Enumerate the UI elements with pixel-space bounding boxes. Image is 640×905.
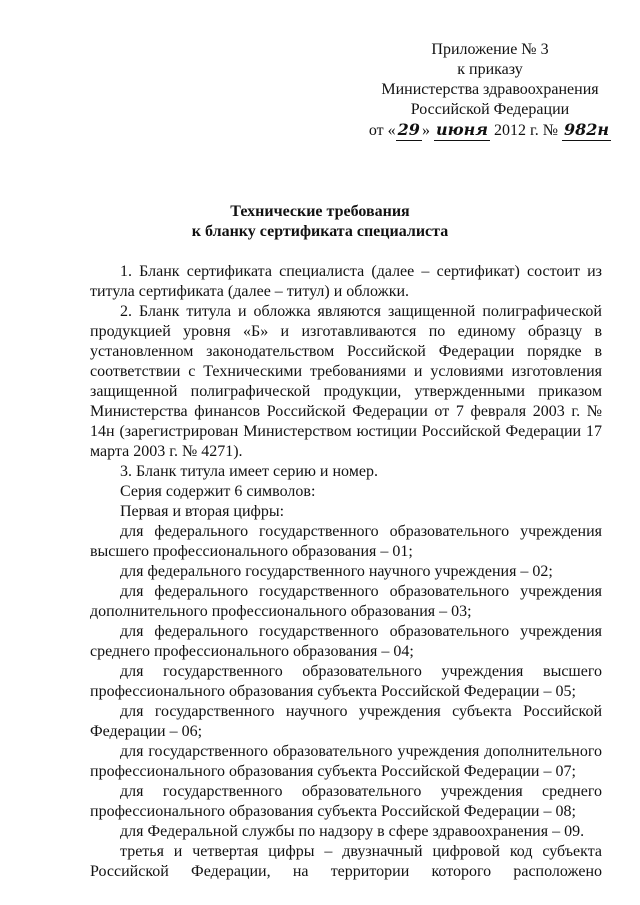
digits-1-2-heading: Первая и вторая цифры: (120, 503, 285, 520)
code-02: для федерального государственного научного учреждения – 02; (120, 563, 553, 580)
code-08: для государственного образовательного учреждения среднего профессионального образования субъекта Российской Федерации – 08; (90, 783, 602, 820)
order-reference: к приказу (457, 61, 523, 78)
code-06: для государственного научного учреждения субъекта Российской Федерации – 06; (90, 703, 602, 740)
appendix-number: Приложение № 3 (431, 41, 549, 58)
document-body (90, 262, 602, 882)
code-09: для Федеральной службы по надзору в сфере здравоохранения – 09. (120, 823, 585, 840)
paragraph-3: 3. Бланк титула имеет серию и номер. (120, 463, 378, 480)
code-03: для федерального государственного образовательного учреждения дополнительного профессионального образования – 03; (90, 583, 602, 620)
document-title (0, 202, 640, 242)
country-name: Российской Федерации (410, 101, 570, 118)
digits-3-4-description: третья и четвертая цифры – двузначный цифровой код субъекта Российской Федерации, на территории которого расположено (90, 843, 602, 880)
title-line-1: Технические требования (230, 203, 410, 220)
title-line-2: к бланку сертификата специалиста (191, 223, 449, 240)
order-date-line (360, 120, 620, 141)
date-mid: » (421, 122, 430, 139)
order-number-handwritten: 982н (564, 120, 610, 139)
series-description: Серия содержит 6 символов: (120, 483, 316, 500)
paragraph-2: 2. Бланк титула и обложка являются защищенной полиграфической продукцией уровня «Б» и изготавливаются по единому образцу в установленном законодательством Российской Федерации порядке в соответствии с Техническими требованиями и условиями изготовления защищенной полиграфической продукции, утвержденными приказом Министерства финансов Российской Федерации от 7 февраля 2003 г. № 14н (зарегистрирован Министерством юстиции Российской Федерации 17 марта 2003 г. № 4271). (90, 303, 602, 460)
date-month-handwritten: июня (435, 120, 488, 139)
appendix-header (360, 40, 620, 141)
code-04: для федерального государственного образовательного учреждения среднего профессионального образования – 04; (90, 623, 602, 660)
ministry-name: Министерства здравоохранения (381, 81, 599, 98)
date-prefix: от « (368, 122, 396, 139)
code-07: для государственного образовательного учреждения дополнительного профессионального образования субъекта Российской Федерации – 07; (90, 743, 602, 780)
date-year: 2012 г. № (494, 122, 559, 139)
date-day-handwritten: 29 (397, 120, 420, 139)
code-01: для федерального государственного образовательного учреждения высшего профессионального образования – 01; (90, 523, 602, 560)
paragraph-1: 1. Бланк сертификата специалиста (далее – сертификат) состоит из титула сертификата (далее – титул) и обложки. (90, 263, 602, 300)
code-05: для государственного образовательного учреждения высшего профессионального образования субъекта Российской Федерации – 05; (90, 663, 602, 700)
